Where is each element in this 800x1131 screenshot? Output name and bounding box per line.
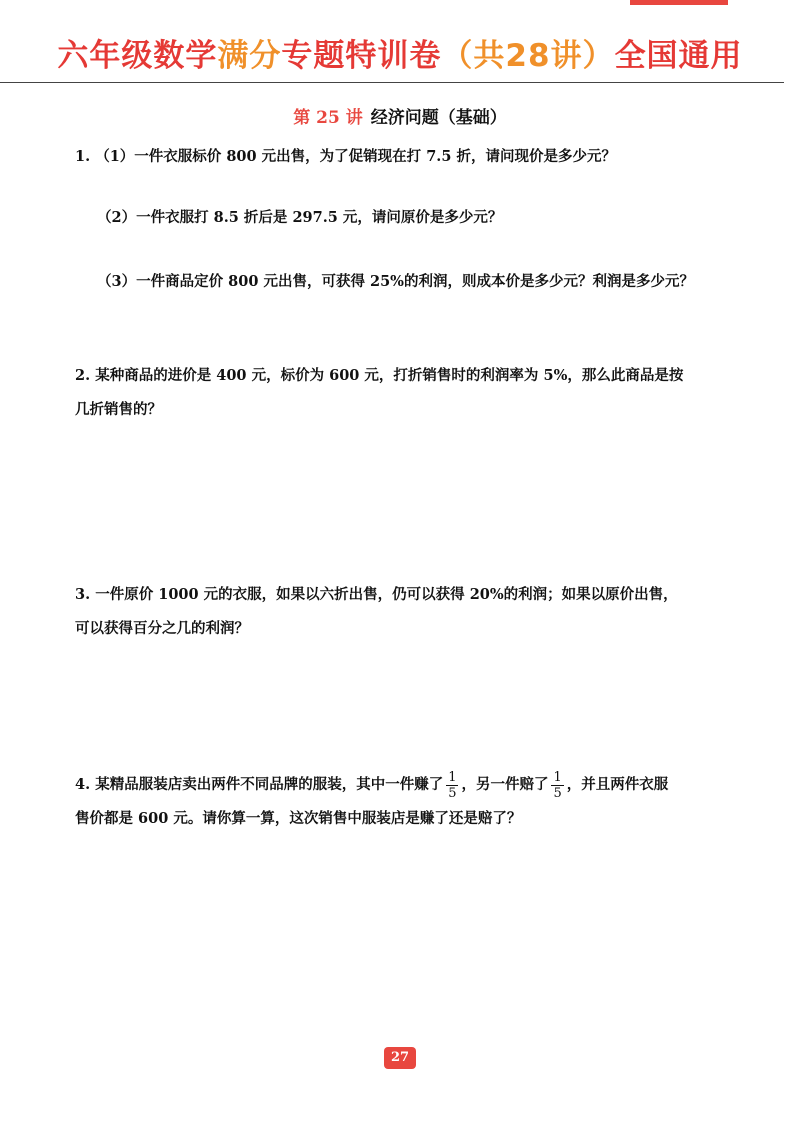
page-banner-title <box>0 36 800 76</box>
question-4 <box>75 768 725 836</box>
question-number: 4. <box>75 776 91 793</box>
question-text-line-1a: 某精品服装店卖出两件不同品牌的服装，其中一件赚了 <box>95 776 444 793</box>
lecture-title: 经济问题（基础） <box>370 108 507 128</box>
question-3 <box>75 578 725 646</box>
question-text-line-2: 几折销售的？ <box>75 401 162 418</box>
fraction-numerator: 1 <box>448 769 457 785</box>
fraction-numerator: 1 <box>553 769 562 785</box>
fraction-one-fifth <box>446 770 458 801</box>
lecture-number: 第 25 讲 <box>293 108 363 128</box>
question-1-part-1 <box>75 140 725 174</box>
question-text: 一件衣服打 8.5 折后是 297.5 元，请问原价是多少元？ <box>136 209 503 226</box>
fraction-denominator: 5 <box>448 785 457 801</box>
lecture-heading <box>0 106 800 130</box>
question-number: 3. <box>75 586 91 603</box>
page-number-badge: 27 <box>384 1047 416 1069</box>
banner-lecture-count: （共28讲） <box>441 38 615 74</box>
banner-grade-math: 六年级数学 <box>57 38 218 74</box>
question-text-line-1c: ，并且两件衣服 <box>566 776 669 793</box>
sub-question-label: （2） <box>97 209 137 226</box>
question-1-part-3 <box>97 265 747 299</box>
question-text-line-1: 一件原价 1000 元的衣服，如果以六折出售，仍可以获得 20%的利润；如果以原价出售， <box>95 586 678 603</box>
question-2 <box>75 359 725 427</box>
banner-nationwide: 全国通用 <box>614 38 743 74</box>
fraction-one-fifth <box>551 770 563 801</box>
question-text-line-1b: ，另一件赔了 <box>461 776 549 793</box>
question-text: 一件商品定价 800 元出售，可获得 25%的利润，则成本价是多少元？利润是多少元？ <box>136 273 694 290</box>
question-number: 2. <box>75 367 91 384</box>
question-number: 1. <box>75 148 91 165</box>
question-text-line-2: 可以获得百分之几的利润？ <box>75 620 249 637</box>
sub-question-label: （1） <box>95 148 135 165</box>
banner-full-score: 满分 <box>217 38 282 74</box>
header-divider <box>0 82 784 83</box>
question-1-part-2 <box>97 201 747 235</box>
fraction-denominator: 5 <box>553 785 562 801</box>
top-accent-tab <box>630 0 728 5</box>
question-text-line-2: 售价都是 600 元。请你算一算，这次销售中服装店是赚了还是赔了？ <box>75 810 522 827</box>
sub-question-label: （3） <box>97 273 137 290</box>
banner-special-topic: 专题特训卷 <box>281 38 442 74</box>
question-text-line-1: 某种商品的进价是 400 元，标价为 600 元，打折销售时的利润率为 5%，那么此商品是按 <box>95 367 684 384</box>
question-text: 一件衣服标价 800 元出售，为了促销现在打 7.5 折，请问现价是多少元？ <box>134 148 616 165</box>
